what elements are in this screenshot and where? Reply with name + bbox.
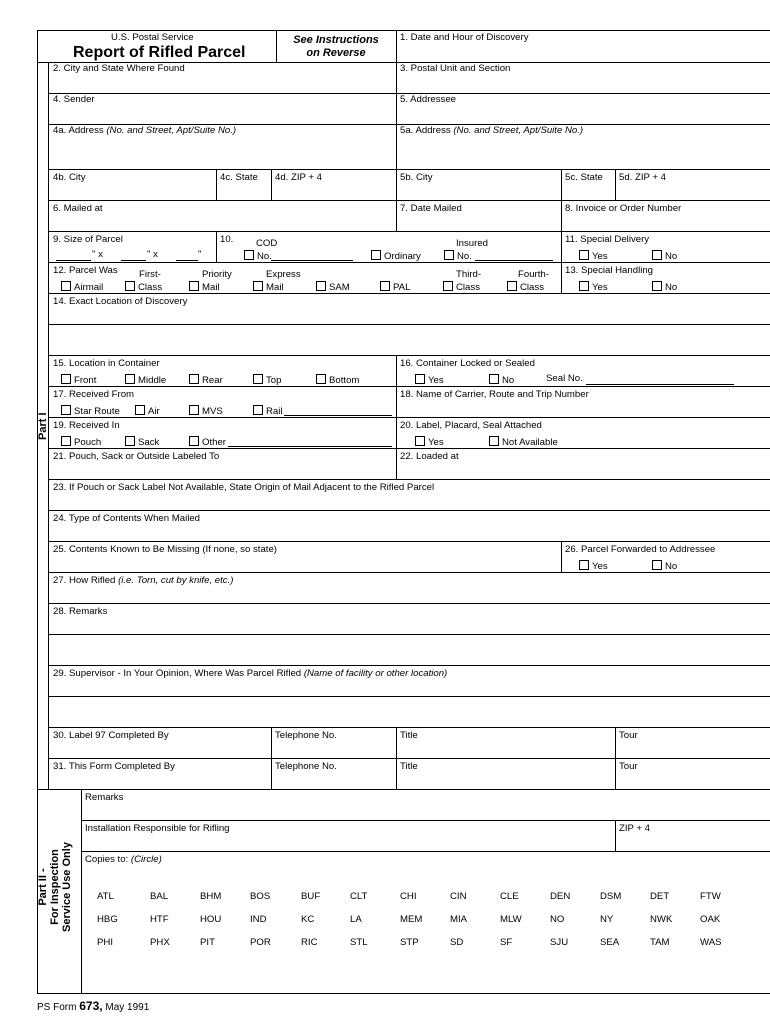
field-5c-label[interactable]: 5c. State [565, 172, 603, 183]
pal-checkbox[interactable]: PAL [380, 281, 410, 294]
checkbox-icon[interactable] [380, 281, 390, 291]
checkbox-icon[interactable] [125, 374, 135, 384]
field-31-tour[interactable]: Tour [619, 761, 638, 772]
field-11-label: 11. Special Delivery [565, 234, 650, 245]
checkbox-icon[interactable] [189, 374, 199, 384]
special-delivery-yes[interactable]: Yes [579, 250, 608, 263]
fourth-class-checkbox[interactable]: Class [507, 281, 544, 294]
office-code-nwk[interactable]: NWK [650, 914, 673, 925]
office-code-was[interactable]: WAS [700, 937, 722, 948]
field-30-title[interactable]: Title [400, 730, 418, 741]
checkbox-icon[interactable] [415, 436, 425, 446]
field-4c-label[interactable]: 4c. State [220, 172, 258, 183]
form-footer: PS Form 673, May 1991 [37, 999, 150, 1013]
field-28-label[interactable]: 28. Remarks [53, 606, 108, 617]
field-10-label: 10. [220, 234, 234, 245]
office-code-sd[interactable]: SD [450, 937, 464, 948]
office-code-kc[interactable]: KC [301, 914, 315, 925]
insured-checkbox[interactable]: No. [444, 250, 472, 263]
checkbox-icon[interactable] [507, 281, 517, 291]
office-code-sf[interactable]: SF [500, 937, 513, 948]
office-code-mia[interactable]: MIA [450, 914, 468, 925]
field-18-label[interactable]: 18. Name of Carrier, Route and Trip Number [400, 389, 589, 400]
field-5-label[interactable]: 5. Addressee [400, 94, 457, 105]
office-code-hbg[interactable]: HBG [97, 914, 118, 925]
office-code-stp[interactable]: STP [400, 937, 419, 948]
cod-label: COD [256, 238, 278, 249]
cod-checkbox[interactable]: No. [244, 250, 272, 263]
office-code-cin[interactable]: CIN [450, 891, 467, 902]
from-air[interactable]: Air [135, 405, 160, 418]
part-1-label: Part I [37, 412, 49, 440]
agency-name: U.S. Postal Service [111, 32, 194, 43]
checkbox-icon[interactable] [316, 374, 326, 384]
office-code-mlw[interactable]: MLW [500, 914, 522, 925]
checkbox-icon[interactable] [489, 374, 499, 384]
special-handling-no[interactable]: No [652, 281, 677, 294]
office-code-ny[interactable]: NY [600, 914, 614, 925]
field-29-label[interactable]: 29. Supervisor - In Your Opinion, Where Was Parcel Rifled (Name of facility or other location) [53, 668, 448, 679]
office-code-ind[interactable]: IND [250, 914, 267, 925]
field-13-label: 13. Special Handling [565, 265, 654, 276]
field-22-label[interactable]: 22. Loaded at [400, 451, 459, 462]
third-class-label: Third- [456, 269, 482, 280]
field-3-label[interactable]: 3. Postal Unit and Section [400, 63, 511, 74]
third-class-checkbox[interactable]: Class [443, 281, 480, 294]
checkbox-icon[interactable] [316, 281, 326, 291]
office-code-ftw[interactable]: FTW [700, 891, 721, 902]
field-12-label: 12. Parcel Was [53, 265, 118, 276]
field-5a-label[interactable]: 5a. Address (No. and Street, Apt/Suite No.) [400, 125, 584, 136]
field-9-label[interactable]: 9. Size of Parcel [53, 234, 123, 245]
special-handling-yes[interactable]: Yes [579, 281, 608, 294]
in-pouch[interactable]: Pouch [61, 436, 101, 449]
field-31-label[interactable]: 31. This Form Completed By [53, 761, 175, 772]
office-code-dsm[interactable]: DSM [600, 891, 622, 902]
office-code-phi[interactable]: PHI [97, 937, 113, 948]
checkbox-icon[interactable] [125, 436, 135, 446]
insured-label: Insured [456, 238, 488, 249]
fourth-class-label: Fourth- [518, 269, 549, 280]
office-code-bos[interactable]: BOS [250, 891, 271, 902]
checkbox-icon[interactable] [125, 281, 135, 291]
in-other[interactable]: Other [189, 436, 226, 449]
office-code-cle[interactable]: CLE [500, 891, 519, 902]
instructions-line-2: on Reverse [306, 47, 366, 59]
field-4-label[interactable]: 4. Sender [53, 94, 95, 105]
part2-zip-label[interactable]: ZIP + 4 [619, 823, 651, 834]
field-30-label[interactable]: 30. Label 97 Completed By [53, 730, 169, 741]
office-code-atl[interactable]: ATL [97, 891, 114, 902]
label-attached-yes[interactable]: Yes [415, 436, 444, 449]
office-code-tam[interactable]: TAM [650, 937, 670, 948]
field-7-label[interactable]: 7. Date Mailed [400, 203, 462, 214]
checkbox-icon[interactable] [253, 405, 263, 415]
office-code-hou[interactable]: HOU [200, 914, 222, 925]
seal-number-label[interactable]: Seal No. [546, 373, 583, 384]
size-x2: " x [147, 249, 158, 260]
loc-middle[interactable]: Middle [125, 374, 166, 387]
office-code-sju[interactable]: SJU [550, 937, 569, 948]
part2-remarks-label[interactable]: Remarks [85, 792, 124, 803]
field-6-label[interactable]: 6. Mailed at [53, 203, 103, 214]
forwarded-yes[interactable]: Yes [579, 560, 608, 573]
checkbox-icon[interactable] [652, 560, 662, 570]
checkbox-icon[interactable] [253, 374, 263, 384]
field-31-title[interactable]: Title [400, 761, 418, 772]
checkbox-icon[interactable] [579, 281, 589, 291]
office-code-det[interactable]: DET [650, 891, 670, 902]
field-15-label: 15. Location in Container [53, 358, 160, 369]
checkbox-icon[interactable] [579, 560, 589, 570]
checkbox-icon[interactable] [61, 374, 71, 384]
office-code-phx[interactable]: PHX [150, 937, 170, 948]
office-code-pit[interactable]: PIT [200, 937, 215, 948]
loc-top[interactable]: Top [253, 374, 281, 387]
installation-label[interactable]: Installation Responsible for Rifling [85, 823, 230, 834]
checkbox-icon[interactable] [189, 281, 199, 291]
size-x3: " [198, 249, 202, 260]
office-code-la[interactable]: LA [350, 914, 362, 925]
field-4b-label[interactable]: 4b. City [53, 172, 86, 183]
field-25-label[interactable]: 25. Contents Known to Be Missing (If none, so state) [53, 544, 277, 555]
checkbox-icon[interactable] [61, 436, 71, 446]
priority-label: Priority [202, 269, 232, 280]
field-5b-label[interactable]: 5b. City [400, 172, 433, 183]
checkbox-icon[interactable] [135, 405, 145, 415]
from-star-route[interactable]: Star Route [61, 405, 120, 418]
office-code-buf[interactable]: BUF [301, 891, 321, 902]
office-code-sea[interactable]: SEA [600, 937, 620, 948]
ordinary-checkbox[interactable]: Ordinary [371, 250, 421, 263]
office-code-den[interactable]: DEN [550, 891, 571, 902]
office-code-bal[interactable]: BAL [150, 891, 169, 902]
checkbox-icon[interactable] [189, 405, 199, 415]
part-2-label: Part II - For Inspection Service Use Only [37, 842, 73, 932]
field-30-telephone[interactable]: Telephone No. [275, 730, 337, 741]
airmail-checkbox[interactable]: Airmail [61, 281, 103, 294]
in-sack[interactable]: Sack [125, 436, 159, 449]
checkbox-icon[interactable] [253, 281, 263, 291]
form-title: Report of Rifled Parcel [73, 44, 246, 61]
sam-checkbox[interactable]: SAM [316, 281, 350, 294]
field-8-label[interactable]: 8. Invoice or Order Number [565, 203, 682, 214]
first-class-label: First- [139, 269, 161, 280]
field-30-tour[interactable]: Tour [619, 730, 638, 741]
field-2-label[interactable]: 2. City and State Where Found [53, 63, 185, 74]
office-code-bhm[interactable]: BHM [200, 891, 222, 902]
copies-to-label: Copies to: (Circle) [85, 854, 162, 865]
office-code-chi[interactable]: CHI [400, 891, 417, 902]
field-31-telephone[interactable]: Telephone No. [275, 761, 337, 772]
from-rail[interactable]: Rail [253, 405, 283, 418]
locked-no[interactable]: No [489, 374, 514, 387]
first-class-checkbox[interactable]: Class [125, 281, 162, 294]
office-code-no[interactable]: NO [550, 914, 565, 925]
field-20-label: 20. Label, Placard, Seal Attached [400, 420, 542, 431]
label-not-available[interactable]: Not Available [489, 436, 558, 449]
instructions-line-1: See Instructions [293, 34, 379, 46]
field-19-label: 19. Received In [53, 420, 120, 431]
field-27-label[interactable]: 27. How Rifled (i.e. Torn, cut by knife, etc.) [53, 575, 234, 586]
checkbox-icon[interactable] [652, 250, 662, 260]
checkbox-icon[interactable] [489, 436, 499, 446]
checkbox-icon[interactable] [652, 281, 662, 291]
office-code-htf[interactable]: HTF [150, 914, 169, 925]
forwarded-no[interactable]: No [652, 560, 677, 573]
checkbox-icon[interactable] [415, 374, 425, 384]
checkbox-icon[interactable] [444, 250, 454, 260]
checkbox-icon[interactable] [371, 250, 381, 260]
office-code-mem[interactable]: MEM [400, 914, 423, 925]
priority-checkbox[interactable]: Mail [189, 281, 220, 294]
field-24-label[interactable]: 24. Type of Contents When Mailed [53, 513, 201, 524]
office-code-clt[interactable]: CLT [350, 891, 368, 902]
express-checkbox[interactable]: Mail [253, 281, 284, 294]
loc-bottom[interactable]: Bottom [316, 374, 359, 387]
field-14-label[interactable]: 14. Exact Location of Discovery [53, 296, 188, 307]
office-code-ric[interactable]: RIC [301, 937, 318, 948]
field-23-label[interactable]: 23. If Pouch or Sack Label Not Available, State Origin of Mail Adjacent to the Rifled Parcel [53, 482, 435, 493]
checkbox-icon[interactable] [244, 250, 254, 260]
office-code-stl[interactable]: STL [350, 937, 368, 948]
checkbox-icon[interactable] [579, 250, 589, 260]
checkbox-icon[interactable] [189, 436, 199, 446]
field-16-label: 16. Container Locked or Sealed [400, 358, 535, 369]
size-x1: " x [92, 249, 103, 260]
office-code-por[interactable]: POR [250, 937, 271, 948]
field-26-label: 26. Parcel Forwarded to Addressee [565, 544, 716, 555]
office-code-oak[interactable]: OAK [700, 914, 721, 925]
field-4d-label[interactable]: 4d. ZIP + 4 [275, 172, 323, 183]
from-mvs[interactable]: MVS [189, 405, 223, 418]
express-label: Express [266, 269, 301, 280]
locked-yes[interactable]: Yes [415, 374, 444, 387]
checkbox-icon[interactable] [61, 405, 71, 415]
loc-rear[interactable]: Rear [189, 374, 223, 387]
checkbox-icon[interactable] [443, 281, 453, 291]
field-21-label[interactable]: 21. Pouch, Sack or Outside Labeled To [53, 451, 220, 462]
field-17-label: 17. Received From [53, 389, 135, 400]
loc-front[interactable]: Front [61, 374, 96, 387]
field-4a-label[interactable]: 4a. Address (No. and Street, Apt/Suite No.) [53, 125, 237, 136]
field-5d-label[interactable]: 5d. ZIP + 4 [619, 172, 667, 183]
special-delivery-no[interactable]: No [652, 250, 677, 263]
checkbox-icon[interactable] [61, 281, 71, 291]
field-1-label[interactable]: 1. Date and Hour of Discovery [400, 32, 529, 43]
